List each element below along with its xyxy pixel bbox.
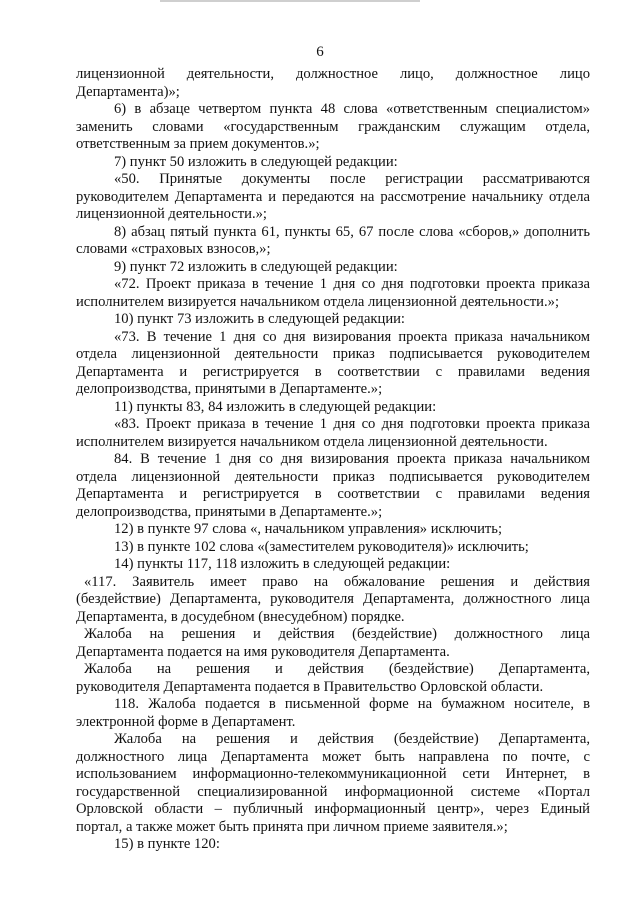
text-line: электронной форме в Департамент. (76, 713, 296, 730)
text-line: «50. Принятые документы после регистрации рассматриваются (114, 171, 590, 187)
text-line: лицензионной деятельности.»; (76, 206, 267, 222)
text-line: делопроизводства, принятыми в Департаменте.»; (76, 381, 383, 397)
text-line: Департамента)»; (76, 83, 180, 100)
text-line: 8) абзац пятый пункта 61, пункты 65, 67 после слова «сборов,» дополнить (114, 223, 590, 240)
text-line: Жалоба на решения и действия (бездействие) должностного лица (84, 626, 590, 642)
text-line: руководителем Департамента и передаются на рассмотрение начальнику отдела (76, 188, 590, 205)
text-line: 12) в пункте 97 слова «, начальником управления» исключить; (114, 521, 502, 537)
text-line: 11) пункты 83, 84 изложить в следующей редакции: (114, 398, 437, 415)
text-line: 6) в абзаце четвертом пункта 48 слова «ответственным специалистом» (114, 101, 590, 117)
text-line: ответственным за прием документов.»; (76, 136, 320, 152)
text-line: использованием информационно-телекоммуникационной сети Интернет, в (76, 766, 590, 782)
text-line: 7) пункт 50 изложить в следующей редакции: (114, 153, 398, 170)
text-line: исполнителем визируется начальником отдела лицензионной деятельности. (76, 433, 548, 450)
text-line: словами «страховых взносов,»; (76, 241, 271, 257)
text-line: руководителя Департамента подается в Правительство Орловской области. (76, 678, 544, 695)
text-line: заменить словами «государственным гражданским служащим отдела, (76, 118, 590, 135)
text-line: Департамента подается на имя руководителя Департамента. (76, 643, 450, 660)
text-line: «83. Проект приказа в течение 1 дня со дня подготовки проекта приказа (114, 416, 590, 432)
text-line: лицензионной деятельности, должностное лицо, должностное лицо (76, 66, 590, 82)
text-line: «73. В течение 1 дня со дня визирования проекта приказа начальником (114, 328, 590, 345)
text-line: Департамента и регистрируется в соответствии с правилами ведения (76, 486, 590, 502)
document-body (76, 66, 590, 854)
text-line: портал, а также может быть принята при личном приеме заявителя.»; (76, 818, 508, 835)
text-line: 10) пункт 73 изложить в следующей редакции: (114, 311, 405, 327)
text-line: «72. Проект приказа в течение 1 дня со дня подготовки проекта приказа (114, 276, 590, 292)
page-number: 6 (316, 44, 324, 60)
text-line: Орловской области – публичный информационный центр», через Единый (76, 801, 590, 817)
text-line: отдела лицензионной деятельности приказ подписывается руководителем (76, 346, 590, 362)
text-line: Жалоба на решения и действия (бездействие) Департамента, (114, 731, 590, 747)
text-line: 15) в пункте 120: (114, 836, 220, 852)
text-line: «117. Заявитель имеет право на обжалование решения и действия (84, 573, 590, 590)
text-line: делопроизводства, принятыми в Департаменте.»; (76, 503, 383, 520)
text-line: Департамента, в досудебном (внесудебном) порядке. (76, 608, 405, 625)
text-line: (бездействие) Департамента, руководителя Департамента, должностного лица (76, 591, 590, 607)
text-line: государственной специализированной информационной системе «Портал (76, 783, 590, 800)
text-line: отдела лицензионной деятельности приказ подписывается руководителем (76, 468, 590, 485)
text-line: 14) пункты 117, 118 изложить в следующей редакции: (114, 556, 451, 572)
text-line: 84. В течение 1 дня со дня визирования проекта приказа начальником (114, 451, 590, 467)
text-line: исполнителем визируется начальником отдела лицензионной деятельности.»; (76, 293, 559, 310)
text-line: 13) в пункте 102 слова «(заместителем руководителя)» исключить; (114, 538, 529, 555)
text-line: должностного лица Департамента может быть направлена по почте, с (76, 748, 590, 765)
text-line: 9) пункт 72 изложить в следующей редакции: (114, 258, 398, 275)
text-line: Жалоба на решения и действия (бездействие) Департамента, (84, 661, 590, 677)
text-line: 118. Жалоба подается в письменной форме на бумажном носителе, в (114, 696, 590, 712)
text-line: Департамента и регистрируется в соответствии с правилами ведения (76, 363, 590, 380)
scan-edge-line (160, 0, 420, 2)
